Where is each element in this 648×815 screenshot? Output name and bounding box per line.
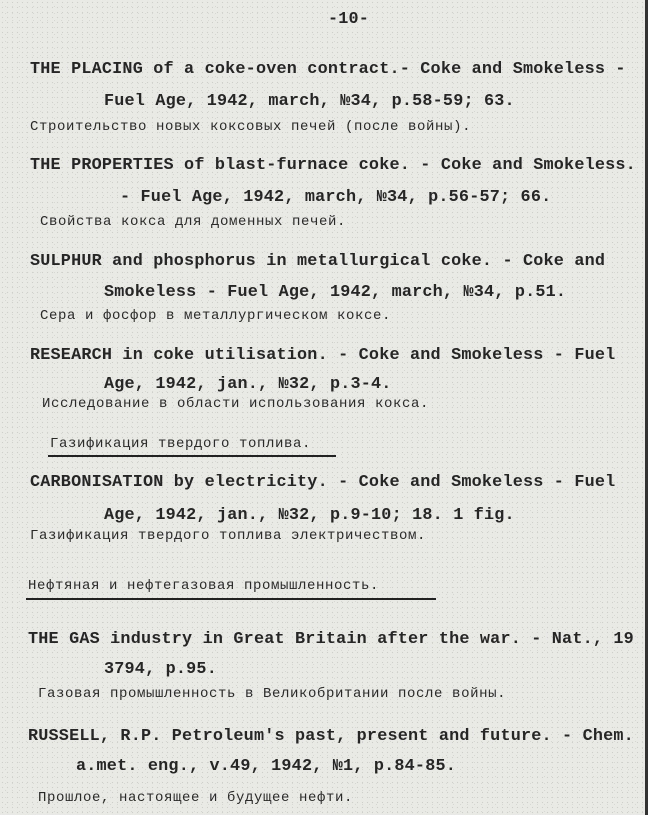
entry-citation-line: Fuel Age, 1942, march, №34, p.58-59; 63. — [104, 92, 515, 111]
entry-citation-line: THE GAS industry in Great Britain after the war. - Nat., 19 — [28, 630, 634, 649]
entry-translation: Свойства кокса для доменных печей. — [40, 214, 347, 230]
entry-translation: Газовая промышленность в Великобритании после войны. — [38, 686, 507, 702]
section-heading: Нефтяная и нефтегазовая промышленность. — [28, 578, 380, 594]
entry-citation-line: a.met. eng., v.49, 1942, №1, p.84-85. — [76, 757, 457, 776]
entry-citation-line: THE PROPERTIES of blast-furnace coke. - Coke and Smokeless. — [30, 156, 636, 175]
section-heading: Газификация твердого топлива. — [50, 436, 312, 452]
entry-citation-line: 3794, p.95. — [104, 660, 217, 679]
entry-translation: Исследование в области использования кокса. — [42, 396, 430, 412]
heading-underline — [48, 455, 336, 457]
entry-citation-line: - Fuel Age, 1942, march, №34, p.56-57; 66. — [120, 188, 552, 207]
entry-citation-line: Age, 1942, jan., №32, p.9-10; 18. 1 fig. — [104, 506, 515, 525]
entry-translation: Газификация твердого топлива электричеством. — [30, 528, 427, 544]
page-number: -10- — [328, 10, 370, 29]
entry-citation-line: Age, 1942, jan., №32, p.3-4. — [104, 375, 392, 394]
heading-underline — [26, 598, 436, 600]
entry-translation: Строительство новых коксовых печей (после войны). — [30, 119, 472, 135]
entry-citation-line: RUSSELL, R.P. Petroleum's past, present and future. - Chem. — [28, 727, 634, 746]
entry-citation-line: Smokeless - Fuel Age, 1942, march, №34, p.51. — [104, 283, 567, 302]
entry-citation-line: THE PLACING of a coke-oven contract.- Coke and Smokeless - — [30, 60, 626, 79]
entry-translation: Прошлое, настоящее и будущее нефти. — [38, 790, 354, 806]
entry-translation: Сера и фосфор в металлургическом коксе. — [40, 308, 392, 324]
entry-citation-line: SULPHUR and phosphorus in metallurgical coke. - Coke and — [30, 252, 606, 271]
entry-citation-line: CARBONISATION by electricity. - Coke and Smokeless - Fuel — [30, 473, 616, 492]
entry-citation-line: RESEARCH in coke utilisation. - Coke and Smokeless - Fuel — [30, 346, 616, 365]
